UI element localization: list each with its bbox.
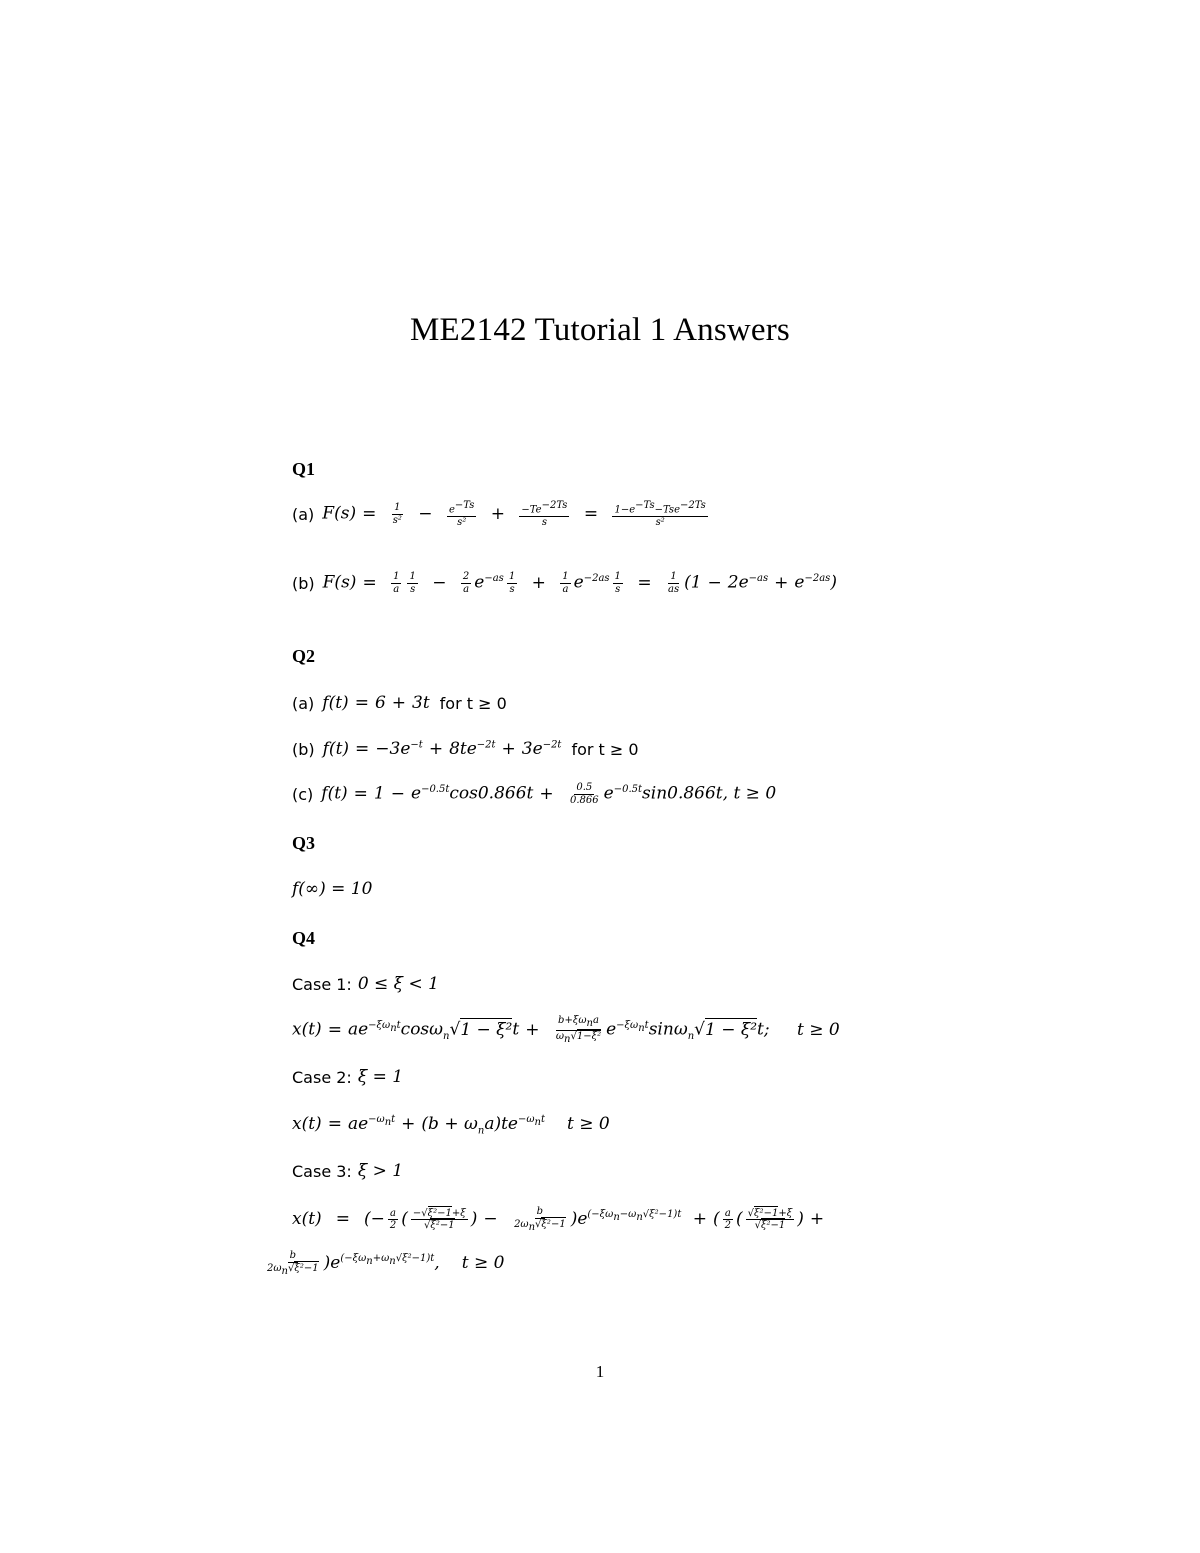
q4-case1-condition: 0 ≤ ξ < 1 xyxy=(357,974,439,994)
q4-case2-expression: $x(t) = ae^{-\omega_nt} + (b + \omega_na)te^{-\omega_nt}$ t ≥ 0 xyxy=(292,1114,610,1137)
q2-a-line xyxy=(292,693,507,713)
q2-b-condition: for t ≥ 0 xyxy=(571,739,639,759)
q3-expression: f(∞) = 10 xyxy=(292,879,373,899)
page-number: 1 xyxy=(595,1362,605,1381)
q2-a-condition: for t ≥ 0 xyxy=(439,693,507,713)
q2-a-label: (a) xyxy=(292,693,315,713)
q2-c-expression: $f(t) = 1 - e^{-0.5t}\cos 0.866t$ + $\frac{0.5}{0.866}$ $e^{-0.5t}\sin 0.866t$, t ≥ 0 xyxy=(321,782,777,806)
q2-b-label: (b) xyxy=(292,739,315,759)
q4-case2-condition: ξ = 1 xyxy=(357,1067,404,1087)
q2-a-expression: f(t) = 6 + 3t xyxy=(322,693,430,713)
q2-b-expression: $f(t) = -3e^{-t} + 8te^{-2t} + 3e^{-2t}$ xyxy=(322,739,562,759)
q4-case1-line xyxy=(292,974,439,994)
q1-a-line xyxy=(292,500,711,528)
q4-case3-condition: ξ > 1 xyxy=(357,1161,404,1181)
q4-case2-label: Case 2: xyxy=(292,1067,352,1087)
q4-case2-line xyxy=(292,1067,403,1087)
q4-case3-label: Case 3: xyxy=(292,1161,352,1181)
q4-heading: Q4 xyxy=(292,928,316,948)
q4-case3-line xyxy=(292,1161,403,1181)
q3-line xyxy=(292,879,372,899)
q1-b-label: (b) xyxy=(292,573,315,593)
q4-case3-expression-line2: $\frac{b}{2\omega_n√\xi^2-1}$ )$e^{(-\xi\omega_n+\omega_n√\xi^2-1)t}$, t ≥ 0 xyxy=(267,1250,505,1277)
q4-case3-expression-line1: x(t) = (− $\frac{a}{2}$ ( $\frac{\text{−√ξ²−1+ξ}}{\text{√ξ²−1}}$ ) − $\frac{b}{2\omega_n√\xi^2-1}$ )$e^{(-\xi\omega_n-\omega_n√\xi^2-1)t}$ + ( $\frac{a}{2}$ ( $\frac{\text{√ξ²−1+ξ}}{\text{√ξ²−1}}$ ) + xyxy=(292,1206,825,1233)
q1-b-line xyxy=(292,571,837,595)
q2-b-line xyxy=(292,739,639,759)
q2-heading: Q2 xyxy=(292,646,316,666)
q1-heading: Q1 xyxy=(292,459,316,479)
q4-case1-label: Case 1: xyxy=(292,974,352,994)
q1-a-expression: F(s) = $\frac{1}{\text{s²}}$ − $\frac{e^{-Ts}}{\text{s²}}$ + $\frac{-Te^{-2Ts}}{s}$ = $\frac{1-e^{-Ts}-Tse^{-2Ts}}{\text{s²}}$ xyxy=(322,500,706,528)
page-title: ME2142 Tutorial 1 Answers xyxy=(410,312,790,348)
q4-case1-expression: $x(t) = ae^{-\xi\omega_nt}\cos\omega_n√1 - \xi^2t$ + $\frac{b+\xi\omega_na}{\omega_n√1-\xi^2}$ $e^{-\xi\omega_nt}\sin\omega_n√1 - \xi^2t$; t ≥ 0 xyxy=(292,1015,840,1045)
q2-c-line xyxy=(292,782,776,806)
q1-b-expression: F(s) = $\frac{1}{a}$ $\frac{1}{s}$ − $\frac{2}{a}$ $e^{-as}$ $\frac{1}{s}$ + $\frac{1}{a}$ $e^{-2as}$ $\frac{1}{s}$ = $\frac{1}{as}$ $(1 - 2e^{-as} + e^{-2as})$ xyxy=(322,571,837,595)
q3-heading: Q3 xyxy=(292,833,316,853)
q1-a-label: (a) xyxy=(292,504,315,524)
q2-c-label: (c) xyxy=(292,784,314,804)
